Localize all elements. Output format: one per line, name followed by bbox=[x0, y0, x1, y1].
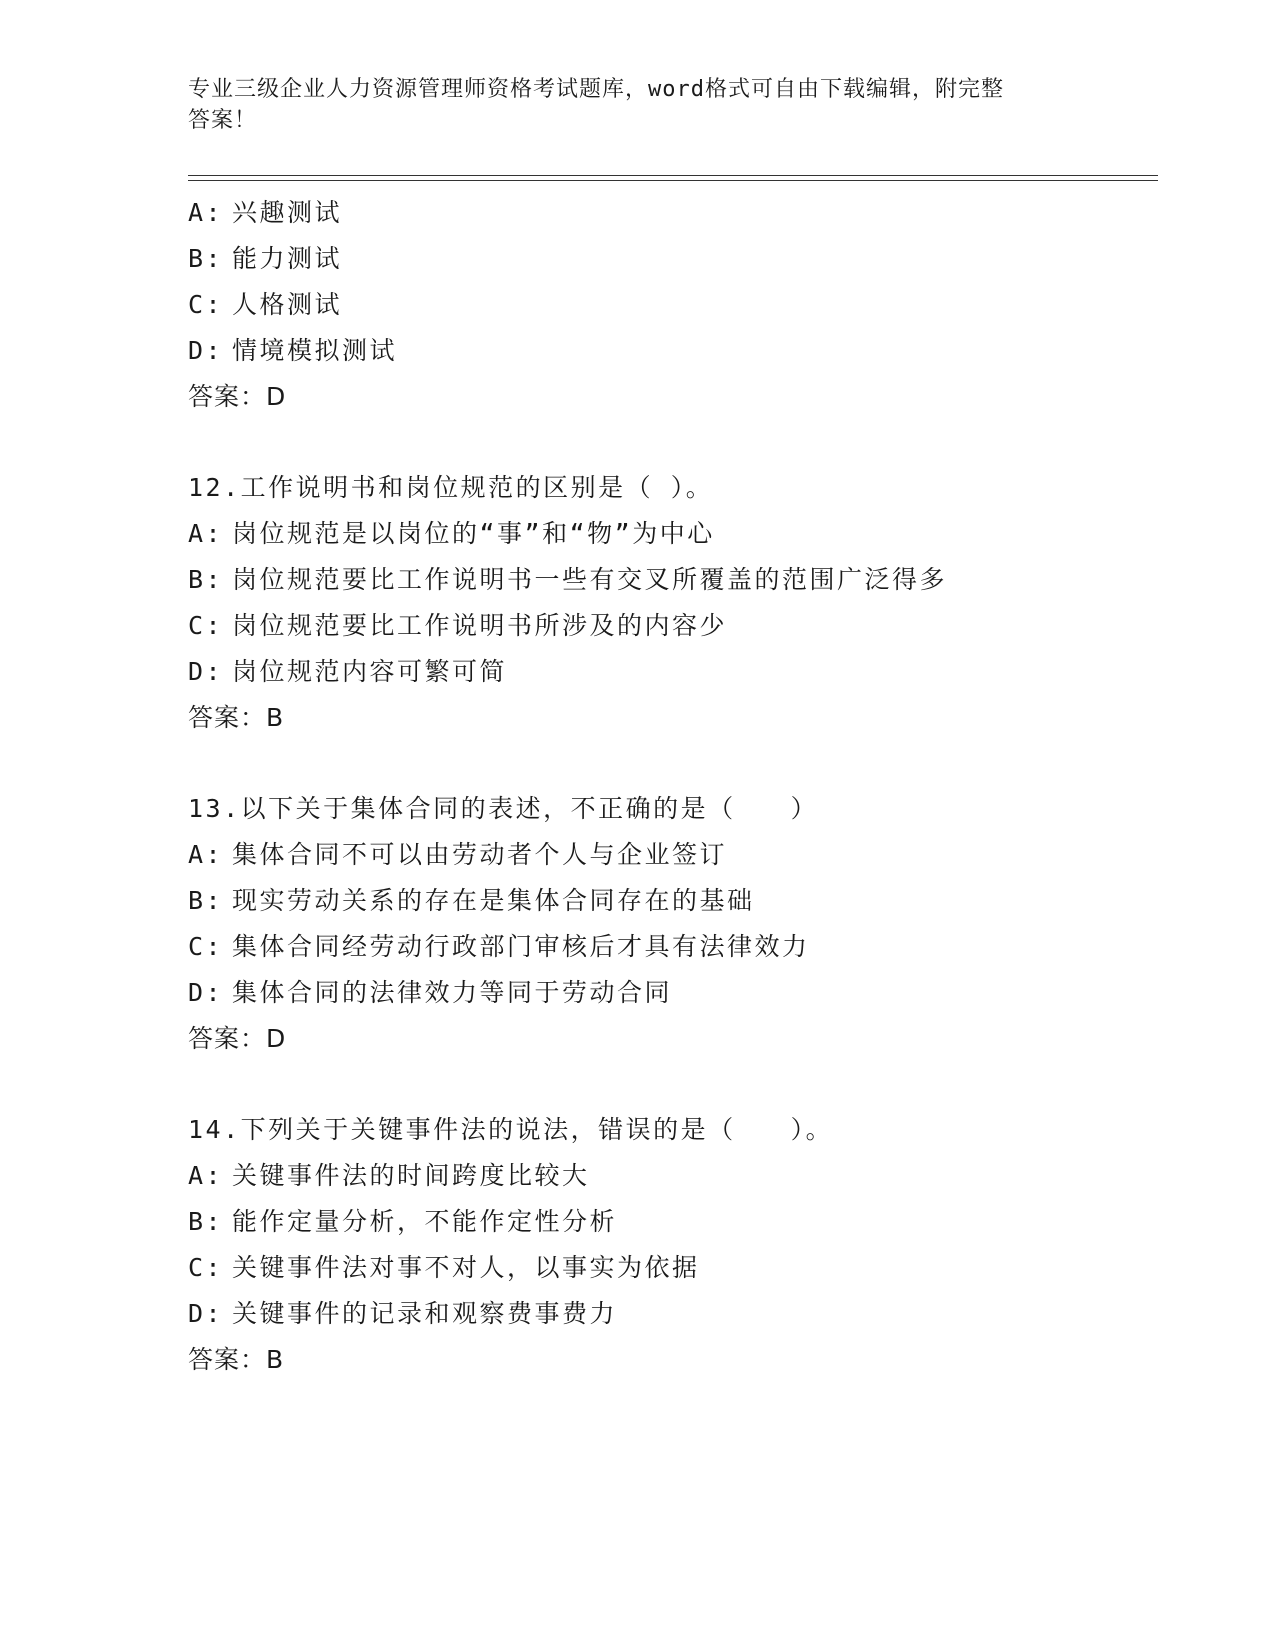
option-text: 关键事件法的时间跨度比较大 bbox=[232, 1161, 590, 1190]
question-11 bbox=[188, 190, 1168, 420]
option-label: D: bbox=[188, 657, 224, 686]
question-stem: 14.下列关于关键事件法的说法，错误的是（ ）。 bbox=[188, 1115, 834, 1144]
option-text: 能作定量分析，不能作定性分析 bbox=[232, 1207, 618, 1236]
option-label: A: bbox=[188, 1161, 224, 1190]
answer-line: 答案：D bbox=[188, 1024, 287, 1053]
option-label: B: bbox=[188, 1207, 224, 1236]
question-12 bbox=[188, 465, 1168, 741]
option-d bbox=[188, 1291, 1168, 1337]
option-b bbox=[188, 878, 1168, 924]
option-text: 关键事件的记录和观察费事费力 bbox=[232, 1299, 618, 1328]
header-divider-bottom bbox=[188, 180, 1158, 181]
option-d bbox=[188, 649, 1168, 695]
question-list bbox=[188, 190, 1168, 1383]
question-stem: 12.工作说明书和岗位规范的区别是（ ）。 bbox=[188, 473, 714, 502]
option-c bbox=[188, 603, 1168, 649]
option-label: D: bbox=[188, 336, 224, 365]
option-text: 能力测试 bbox=[232, 244, 343, 273]
option-text: 人格测试 bbox=[232, 290, 343, 319]
option-text: 集体合同的法律效力等同于劳动合同 bbox=[232, 978, 673, 1007]
option-a bbox=[188, 511, 1168, 557]
spacer bbox=[188, 420, 1168, 465]
option-label: A: bbox=[188, 840, 224, 869]
question-stem: 13.以下关于集体合同的表述，不正确的是（ ） bbox=[188, 794, 819, 823]
option-label: D: bbox=[188, 1299, 224, 1328]
answer-line: 答案：D bbox=[188, 382, 287, 411]
option-label: B: bbox=[188, 886, 224, 915]
option-text: 关键事件法对事不对人，以事实为依据 bbox=[232, 1253, 700, 1282]
option-text: 集体合同不可以由劳动者个人与企业签订 bbox=[232, 840, 728, 869]
option-label: C: bbox=[188, 1253, 224, 1282]
option-a bbox=[188, 832, 1168, 878]
option-text: 兴趣测试 bbox=[232, 198, 343, 227]
question-14 bbox=[188, 1107, 1168, 1383]
option-a bbox=[188, 190, 1168, 236]
option-text: 岗位规范是以岗位的“事”和“物”为中心 bbox=[232, 519, 715, 548]
question-13 bbox=[188, 786, 1168, 1062]
option-c bbox=[188, 924, 1168, 970]
option-text: 情境模拟测试 bbox=[232, 336, 398, 365]
option-text: 岗位规范要比工作说明书所涉及的内容少 bbox=[232, 611, 728, 640]
answer-line: 答案：B bbox=[188, 703, 285, 732]
option-label: B: bbox=[188, 565, 224, 594]
option-label: C: bbox=[188, 932, 224, 961]
option-label: D: bbox=[188, 978, 224, 1007]
option-b bbox=[188, 236, 1168, 282]
option-label: C: bbox=[188, 290, 224, 319]
option-label: B: bbox=[188, 244, 224, 273]
option-label: A: bbox=[188, 198, 224, 227]
option-a bbox=[188, 1153, 1168, 1199]
option-c bbox=[188, 1245, 1168, 1291]
option-label: C: bbox=[188, 611, 224, 640]
option-text: 现实劳动关系的存在是集体合同存在的基础 bbox=[232, 886, 755, 915]
option-text: 岗位规范内容可繁可简 bbox=[232, 657, 508, 686]
option-text: 集体合同经劳动行政部门审核后才具有法律效力 bbox=[232, 932, 810, 961]
document-header bbox=[188, 74, 1088, 136]
option-label: A: bbox=[188, 519, 224, 548]
header-line-2: 答案！ bbox=[188, 108, 258, 133]
option-b bbox=[188, 557, 1168, 603]
header-line-1: 专业三级企业人力资源管理师资格考试题库，word格式可自由下载编辑，附完整 bbox=[188, 77, 1004, 102]
spacer bbox=[188, 741, 1168, 786]
option-text: 岗位规范要比工作说明书一些有交叉所覆盖的范围广泛得多 bbox=[232, 565, 948, 594]
option-c bbox=[188, 282, 1168, 328]
option-b bbox=[188, 1199, 1168, 1245]
spacer bbox=[188, 1062, 1168, 1107]
option-d bbox=[188, 970, 1168, 1016]
option-d bbox=[188, 328, 1168, 374]
header-divider-top bbox=[188, 175, 1158, 176]
answer-line: 答案：B bbox=[188, 1345, 285, 1374]
